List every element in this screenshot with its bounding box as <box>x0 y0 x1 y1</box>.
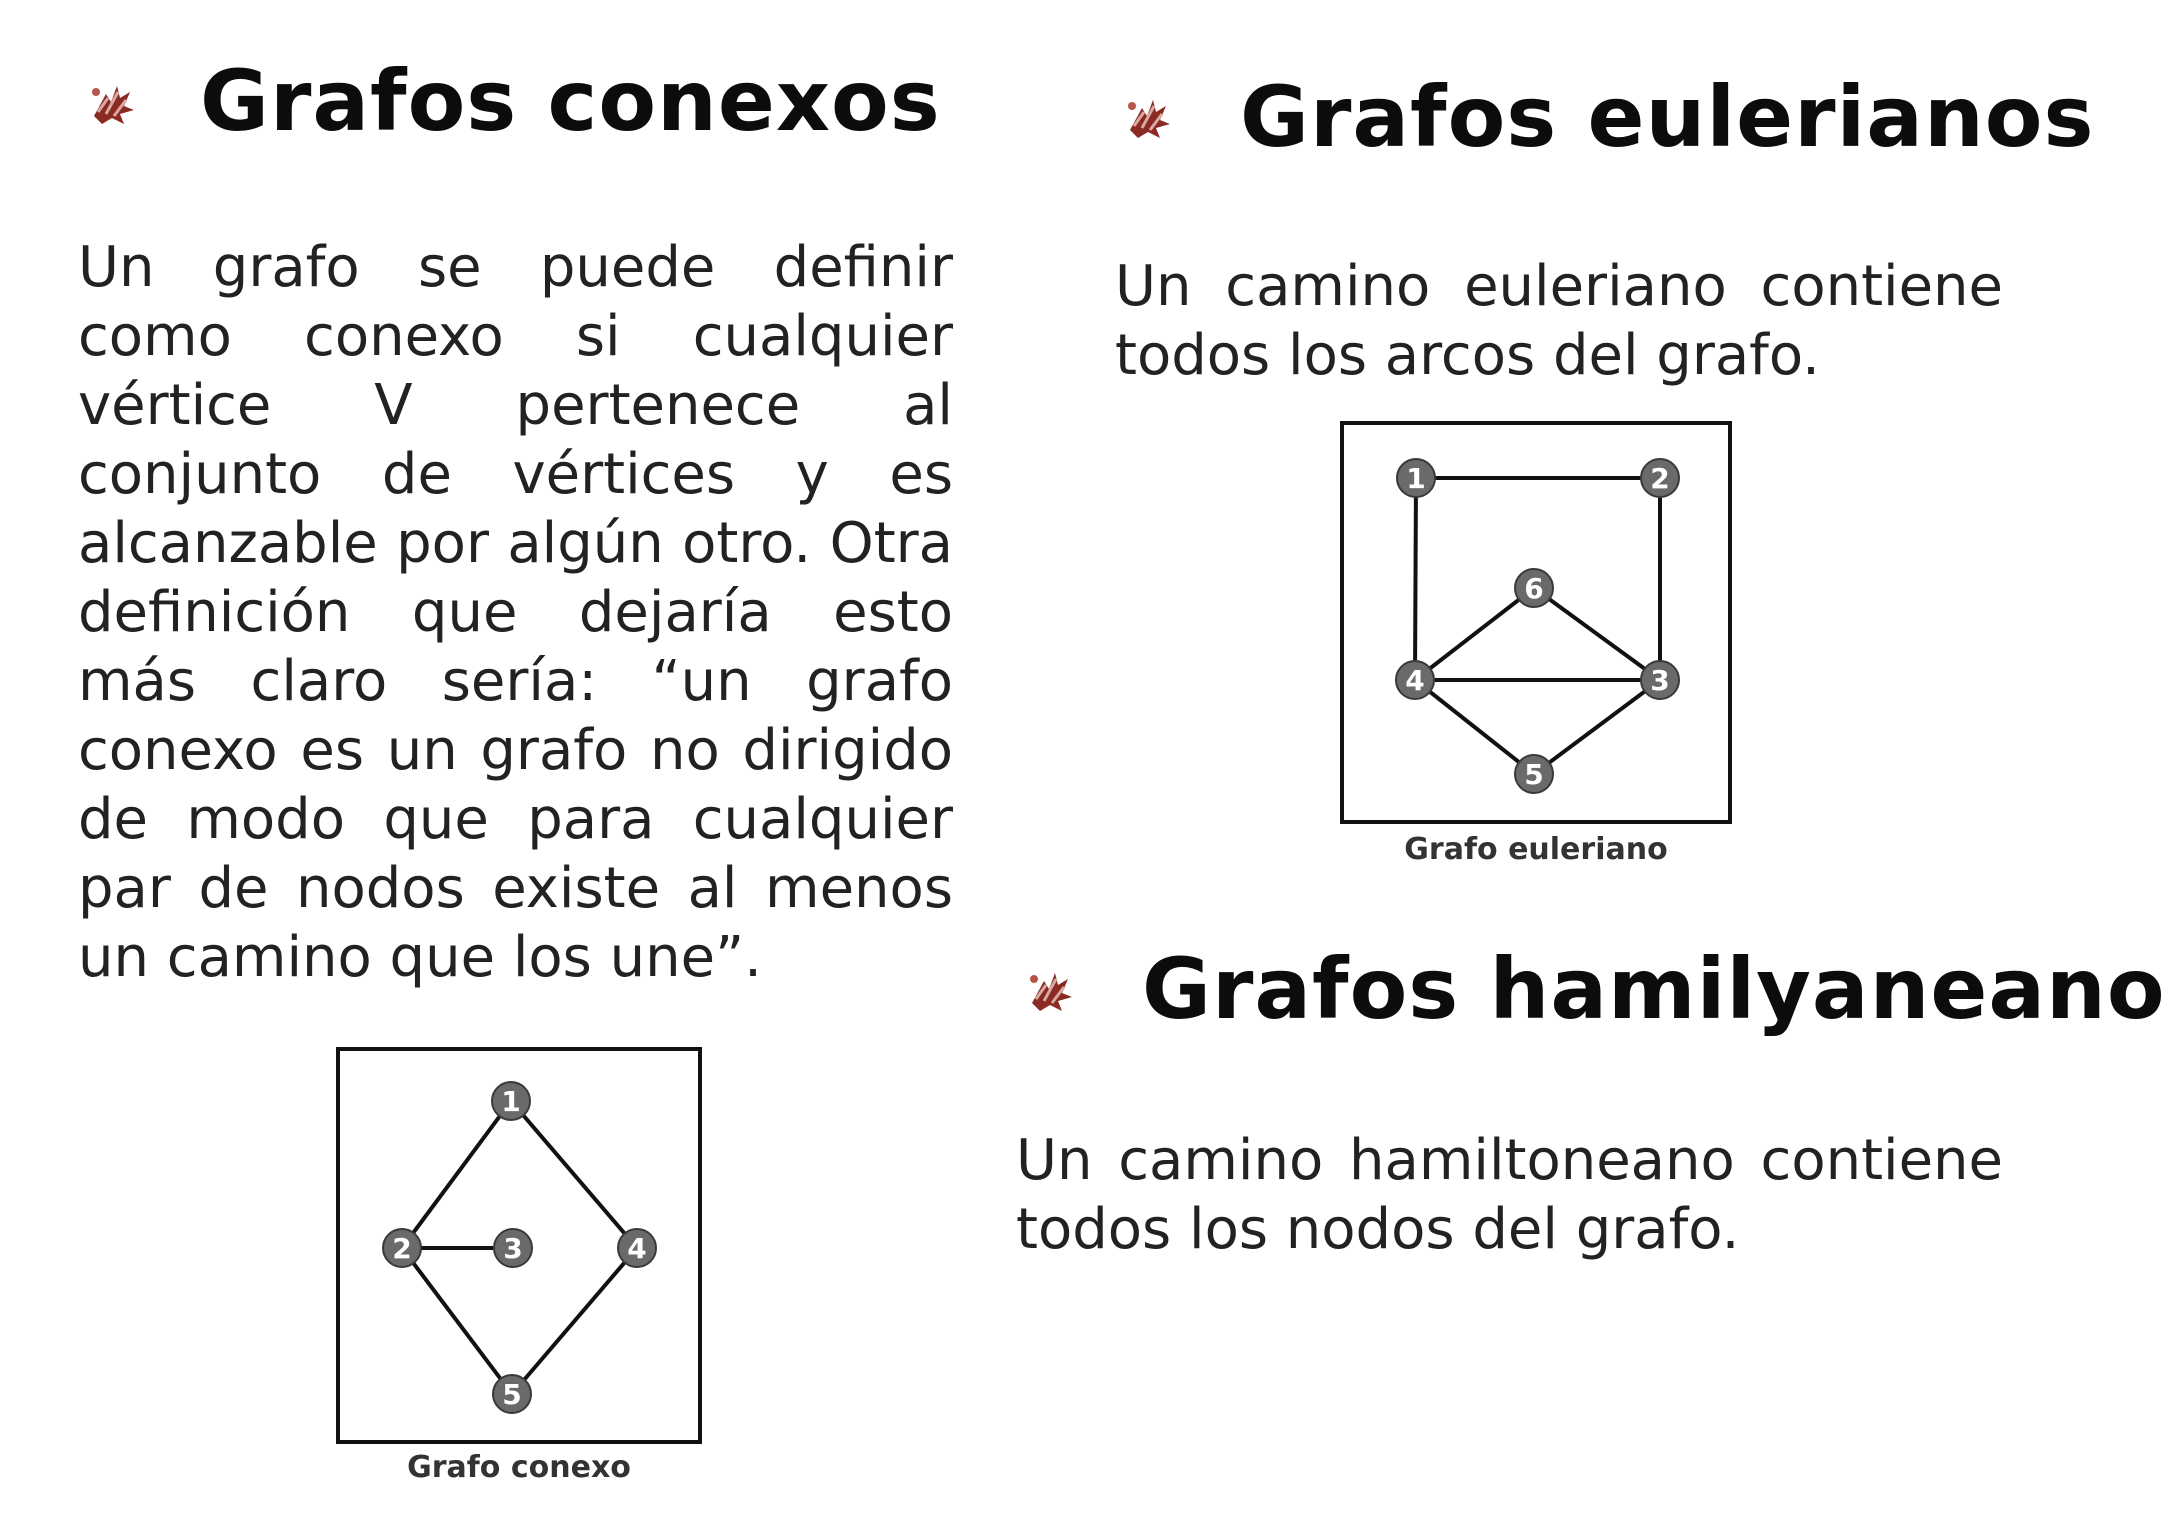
graph-node-4 <box>618 1229 656 1267</box>
graph-node-3 <box>494 1229 532 1267</box>
figure-grafo-conexo <box>336 1047 702 1444</box>
paragraph-hamilyaneano: Un camino hamiltoneano contiene todos los nodos del grafo. <box>1016 1128 2003 1262</box>
figure-grafo-euleriano <box>1340 421 1732 824</box>
graph-node-label: 3 <box>503 1232 523 1265</box>
graph-node-label: 5 <box>1524 758 1544 791</box>
graph-node-label: 1 <box>1406 462 1426 495</box>
graph-node-label: 4 <box>1405 664 1425 697</box>
graph-node-label: 2 <box>1650 462 1670 495</box>
graph-node-2 <box>383 1229 421 1267</box>
graph-node-label: 1 <box>501 1085 521 1118</box>
paragraph-eulerianos: Un camino euleriano contiene todos los arcos del grafo. <box>1115 254 2003 388</box>
section-title-conexos: Grafos conexos <box>200 52 941 150</box>
edge-2-5 <box>402 1248 512 1394</box>
graph-node-5 <box>1515 755 1553 793</box>
edge-1-4 <box>1415 478 1416 680</box>
edge-1-4 <box>511 1101 637 1248</box>
section-title-hamilyaneano: Grafos hamilyaneano <box>1142 940 2166 1038</box>
edge-4-5 <box>512 1248 637 1394</box>
graph-node-2 <box>1641 459 1679 497</box>
graph-node-6 <box>1515 569 1553 607</box>
figure-caption-conexo: Grafo conexo <box>407 1450 631 1485</box>
ornament-icon <box>84 76 138 130</box>
edge-4-5 <box>1415 680 1534 774</box>
graph-node-5 <box>493 1375 531 1413</box>
graph-node-1 <box>492 1082 530 1120</box>
paragraph-conexos: Un grafo se puede definir como conexo si cualquier vértice V pertenece al conjunto de vértices y es alcanzable por algún otro. Otra definición que dejaría esto más claro sería: “un grafo conexo es un grafo no dirigido de modo que para cualquier par de nodos existe al menos un camino que los une”. <box>78 235 953 990</box>
figure-caption-euleriano: Grafo euleriano <box>1404 832 1668 867</box>
edge-4-6 <box>1415 588 1534 680</box>
ornament-icon <box>1120 90 1174 144</box>
graph-node-1 <box>1397 459 1435 497</box>
edge-1-2 <box>402 1101 511 1248</box>
section-title-eulerianos: Grafos eulerianos <box>1240 68 2095 166</box>
edges <box>1415 478 1660 774</box>
graph-node-label: 3 <box>1650 664 1670 697</box>
edge-5-3 <box>1534 680 1660 774</box>
graph-node-label: 6 <box>1524 572 1544 605</box>
nodes <box>1396 459 1679 793</box>
ornament-icon <box>1022 963 1076 1017</box>
graph-node-label: 5 <box>502 1378 522 1411</box>
graph-node-label: 2 <box>392 1232 412 1265</box>
graph-node-label: 4 <box>627 1232 647 1265</box>
graph-node-4 <box>1396 661 1434 699</box>
edge-6-3 <box>1534 588 1660 680</box>
graph-node-3 <box>1641 661 1679 699</box>
